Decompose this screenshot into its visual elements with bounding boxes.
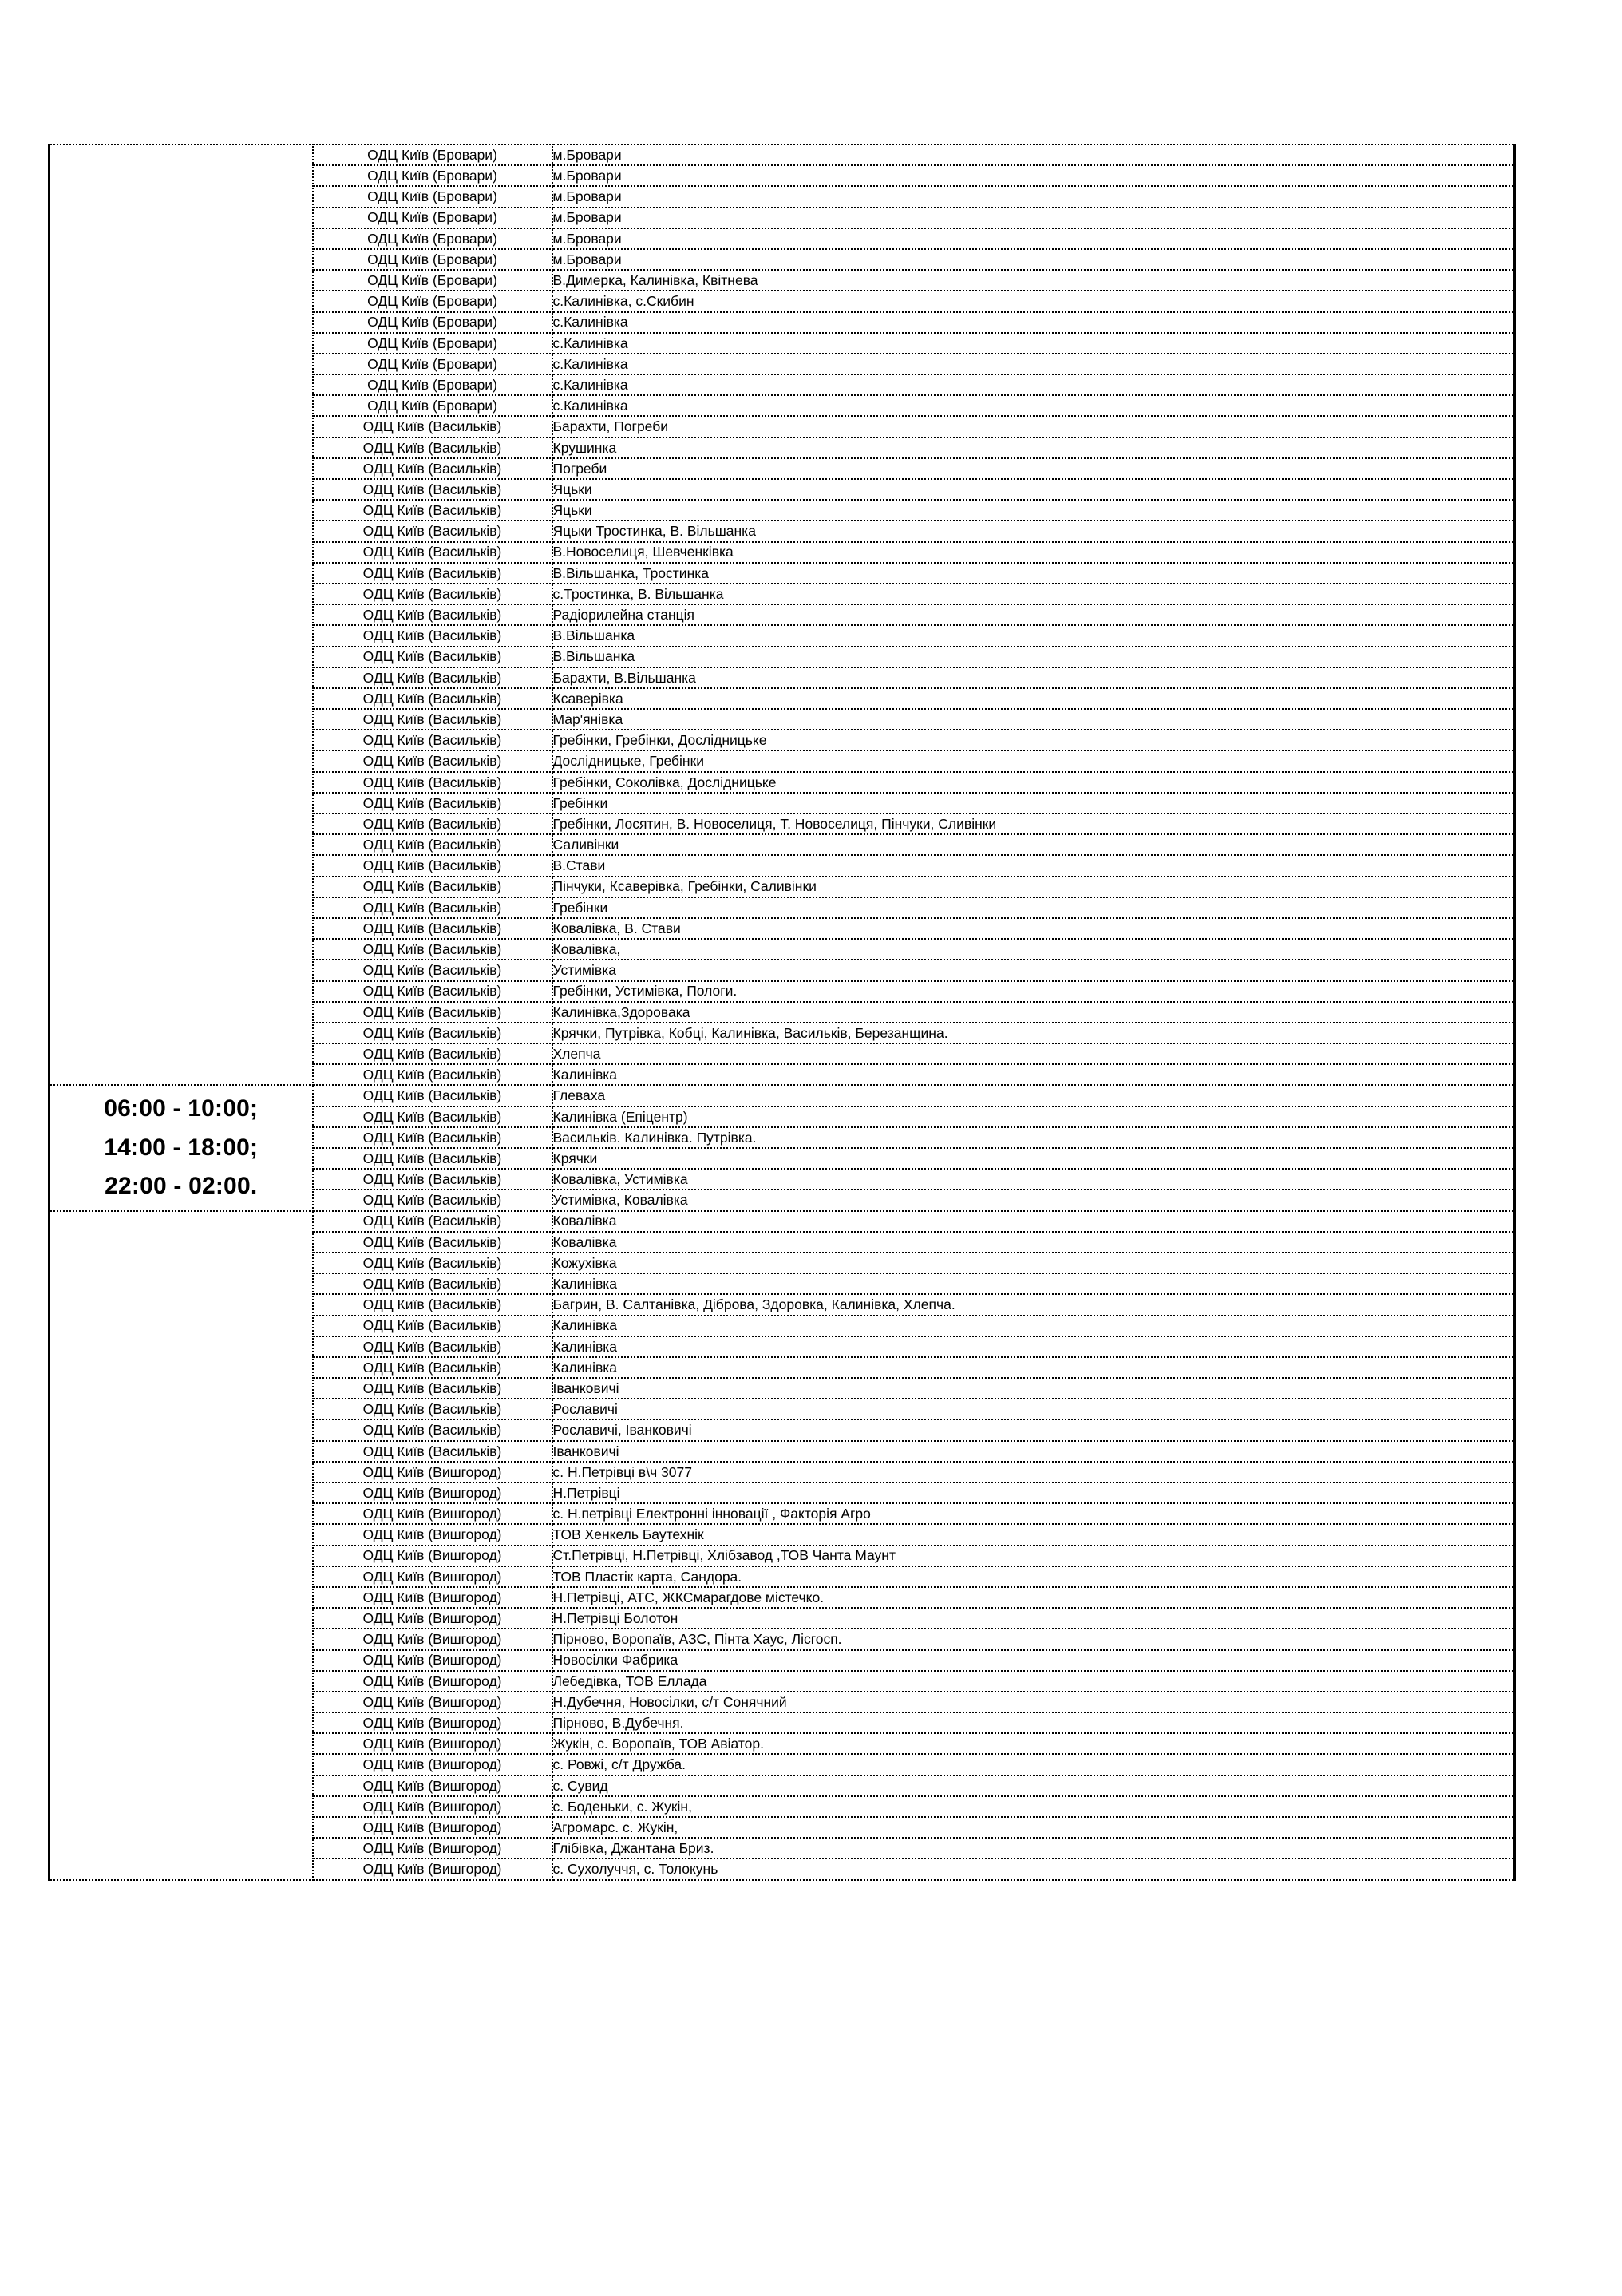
operator-cell: ОДЦ Київ (Васильків) xyxy=(313,1294,552,1315)
operator-cell: ОДЦ Київ (Вишгород) xyxy=(313,1733,552,1754)
places-cell: Пірново, Воропаїв, АЗС, Пінта Хаус, Лісгосп. xyxy=(552,1629,1515,1649)
places-cell: Н.Дубечня, Новосілки, с/т Сонячний xyxy=(552,1692,1515,1712)
operator-cell: ОДЦ Київ (Бровари) xyxy=(313,312,552,333)
table-row xyxy=(49,1085,1515,1106)
operator-cell: ОДЦ Київ (Васильків) xyxy=(313,1399,552,1419)
operator-cell: ОДЦ Київ (Васильків) xyxy=(313,500,552,521)
places-cell: Ковалівка xyxy=(552,1211,1515,1232)
operator-cell: ОДЦ Київ (Васильків) xyxy=(313,1441,552,1462)
places-cell: Устимівка xyxy=(552,960,1515,980)
places-cell: Ксаверівка xyxy=(552,688,1515,709)
outage-schedule-table xyxy=(48,144,1516,1881)
places-cell: Крушинка xyxy=(552,437,1515,458)
places-cell: с.Калинівка xyxy=(552,354,1515,374)
operator-cell: ОДЦ Київ (Бровари) xyxy=(313,374,552,395)
places-cell: Гребінки, Соколівка, Дослідницьке xyxy=(552,772,1515,793)
places-cell: Яцьки Тростинка, В. Вільшанка xyxy=(552,521,1515,541)
operator-cell: ОДЦ Київ (Вишгород) xyxy=(313,1796,552,1817)
operator-cell: ОДЦ Київ (Васильків) xyxy=(313,1336,552,1357)
places-cell: В.Вільшанка xyxy=(552,625,1515,646)
places-cell: Н.Петрівці xyxy=(552,1483,1515,1503)
places-cell: Саливінки xyxy=(552,834,1515,855)
places-cell: Дослідницьке, Гребінки xyxy=(552,750,1515,771)
places-cell: Кожухівка xyxy=(552,1253,1515,1273)
operator-cell: ОДЦ Київ (Бровари) xyxy=(313,144,552,165)
operator-cell: ОДЦ Київ (Васильків) xyxy=(313,1357,552,1378)
operator-cell: ОДЦ Київ (Васильків) xyxy=(313,1127,552,1148)
operator-cell: ОДЦ Київ (Васильків) xyxy=(313,1190,552,1210)
places-cell: с.Калинівка xyxy=(552,312,1515,333)
places-cell: с. Н.Петрівці в\ч 3077 xyxy=(552,1462,1515,1483)
operator-cell: ОДЦ Київ (Вишгород) xyxy=(313,1692,552,1712)
places-cell: м.Бровари xyxy=(552,249,1515,270)
schedule-time-cell-empty xyxy=(49,144,313,1085)
operator-cell: ОДЦ Київ (Васильків) xyxy=(313,1064,552,1085)
places-cell: В.Новоселиця, Шевченківка xyxy=(552,542,1515,563)
places-cell: с.Калинівка xyxy=(552,374,1515,395)
operator-cell: ОДЦ Київ (Вишгород) xyxy=(313,1838,552,1859)
schedule-time-line-3: 22:00 - 02:00. xyxy=(105,1173,258,1200)
operator-cell: ОДЦ Київ (Бровари) xyxy=(313,249,552,270)
places-cell: Глібівка, Джантана Бриз. xyxy=(552,1838,1515,1859)
places-cell: Жукін, с. Воропаїв, ТОВ Авіатор. xyxy=(552,1733,1515,1754)
operator-cell: ОДЦ Київ (Васильків) xyxy=(313,667,552,688)
operator-cell: ОДЦ Київ (Васильків) xyxy=(313,437,552,458)
places-cell: с.Калинівка xyxy=(552,395,1515,416)
operator-cell: ОДЦ Київ (Вишгород) xyxy=(313,1546,552,1566)
places-cell: ТОВ Хенкель Баутехнік xyxy=(552,1524,1515,1545)
schedule-time-line-2: 14:00 - 18:00; xyxy=(104,1134,259,1161)
places-cell: Н.Петрівці Болотон xyxy=(552,1608,1515,1629)
operator-cell: ОДЦ Київ (Бровари) xyxy=(313,333,552,354)
places-cell: В.Стави xyxy=(552,855,1515,876)
places-cell: Ковалівка, xyxy=(552,939,1515,960)
places-cell: Новосілки Фабрика xyxy=(552,1650,1515,1671)
operator-cell: ОДЦ Київ (Вишгород) xyxy=(313,1483,552,1503)
places-cell: с. Ровжі, с/т Дружба. xyxy=(552,1754,1515,1775)
places-cell: Барахти, В.Вільшанка xyxy=(552,667,1515,688)
places-cell: с. Н.петрівці Електронні інновації , Факторія Агро xyxy=(552,1503,1515,1524)
places-cell: Рославичі, Іванковичі xyxy=(552,1419,1515,1440)
operator-cell: ОДЦ Київ (Васильків) xyxy=(313,1002,552,1023)
places-cell: с. Сухолуччя, с. Толокунь xyxy=(552,1859,1515,1879)
places-cell: с.Калинівка xyxy=(552,333,1515,354)
places-cell: Гребінки xyxy=(552,897,1515,918)
operator-cell: ОДЦ Київ (Васильків) xyxy=(313,793,552,813)
operator-cell: ОДЦ Київ (Васильків) xyxy=(313,981,552,1002)
places-cell: Пінчуки, Ксаверівка, Гребінки, Саливінки xyxy=(552,877,1515,897)
table-row xyxy=(49,144,1515,165)
places-cell: Рославичі xyxy=(552,1399,1515,1419)
places-cell: м.Бровари xyxy=(552,165,1515,186)
places-cell: Гребінки, Лосятин, В. Новоселиця, Т. Новоселиця, Пінчуки, Сливінки xyxy=(552,813,1515,834)
operator-cell: ОДЦ Київ (Вишгород) xyxy=(313,1587,552,1608)
operator-cell: ОДЦ Київ (Бровари) xyxy=(313,228,552,249)
operator-cell: ОДЦ Київ (Васильків) xyxy=(313,563,552,584)
operator-cell: ОДЦ Київ (Вишгород) xyxy=(313,1671,552,1692)
places-cell: м.Бровари xyxy=(552,144,1515,165)
places-cell: Глеваха xyxy=(552,1085,1515,1106)
places-cell: Агромарс. с. Жукін, xyxy=(552,1817,1515,1838)
places-cell: м.Бровари xyxy=(552,228,1515,249)
places-cell: Яцьки xyxy=(552,500,1515,521)
operator-cell: ОДЦ Київ (Васильків) xyxy=(313,416,552,437)
places-cell: Калинівка (Епіцентр) xyxy=(552,1106,1515,1127)
places-cell: с. Сувид xyxy=(552,1775,1515,1796)
operator-cell: ОДЦ Київ (Вишгород) xyxy=(313,1859,552,1879)
operator-cell: ОДЦ Київ (Бровари) xyxy=(313,165,552,186)
places-cell: Ковалівка xyxy=(552,1232,1515,1253)
places-cell: с.Калинівка, с.Скибин xyxy=(552,291,1515,311)
places-cell: Лебедівка, ТОВ Еллада xyxy=(552,1671,1515,1692)
operator-cell: ОДЦ Київ (Вишгород) xyxy=(313,1503,552,1524)
places-cell: Калинівка xyxy=(552,1273,1515,1294)
operator-cell: ОДЦ Київ (Васильків) xyxy=(313,542,552,563)
places-cell: Барахти, Погреби xyxy=(552,416,1515,437)
operator-cell: ОДЦ Київ (Васильків) xyxy=(313,877,552,897)
places-cell: с.Тростинка, В. Вільшанка xyxy=(552,584,1515,604)
places-cell: В.Димерка, Калинівка, Квітнева xyxy=(552,270,1515,291)
operator-cell: ОДЦ Київ (Васильків) xyxy=(313,834,552,855)
operator-cell: ОДЦ Київ (Вишгород) xyxy=(313,1462,552,1483)
places-cell: Калинівка xyxy=(552,1316,1515,1336)
places-cell: Ковалівка, В. Стави xyxy=(552,918,1515,939)
places-cell: Іванковичі xyxy=(552,1378,1515,1399)
table-row xyxy=(49,1211,1515,1232)
places-cell: Калинівка xyxy=(552,1064,1515,1085)
operator-cell: ОДЦ Київ (Васильків) xyxy=(313,1148,552,1169)
operator-cell: ОДЦ Київ (Васильків) xyxy=(313,813,552,834)
places-cell: м.Бровари xyxy=(552,208,1515,228)
operator-cell: ОДЦ Київ (Бровари) xyxy=(313,186,552,207)
operator-cell: ОДЦ Київ (Вишгород) xyxy=(313,1775,552,1796)
operator-cell: ОДЦ Київ (Васильків) xyxy=(313,521,552,541)
operator-cell: ОДЦ Київ (Васильків) xyxy=(313,960,552,980)
operator-cell: ОДЦ Київ (Бровари) xyxy=(313,208,552,228)
operator-cell: ОДЦ Київ (Васильків) xyxy=(313,1253,552,1273)
operator-cell: ОДЦ Київ (Васильків) xyxy=(313,939,552,960)
places-cell: В.Вільшанка xyxy=(552,647,1515,667)
operator-cell: ОДЦ Київ (Бровари) xyxy=(313,291,552,311)
places-cell: Гребінки, Гребінки, Дослідницьке xyxy=(552,730,1515,750)
places-cell: Хлепча xyxy=(552,1043,1515,1064)
operator-cell: ОДЦ Київ (Вишгород) xyxy=(313,1608,552,1629)
places-cell: Устимівка, Ковалівка xyxy=(552,1190,1515,1210)
places-cell: Багрин, В. Салтанівка, Діброва, Здоровка, Калинівка, Хлепча. xyxy=(552,1294,1515,1315)
places-cell: Васильків. Калинівка. Путрівка. xyxy=(552,1127,1515,1148)
operator-cell: ОДЦ Київ (Васильків) xyxy=(313,1378,552,1399)
operator-cell: ОДЦ Київ (Васильків) xyxy=(313,479,552,500)
operator-cell: ОДЦ Київ (Васильків) xyxy=(313,1023,552,1043)
places-cell: Крячки xyxy=(552,1148,1515,1169)
operator-cell: ОДЦ Київ (Васильків) xyxy=(313,1085,552,1106)
places-cell: Калинівка xyxy=(552,1336,1515,1357)
schedule-time-cell xyxy=(49,1085,313,1210)
operator-cell: ОДЦ Київ (Васильків) xyxy=(313,458,552,479)
operator-cell: ОДЦ Київ (Васильків) xyxy=(313,855,552,876)
places-cell: с. Боденьки, с. Жукін, xyxy=(552,1796,1515,1817)
places-cell: Калинівка xyxy=(552,1357,1515,1378)
operator-cell: ОДЦ Київ (Васильків) xyxy=(313,1232,552,1253)
operator-cell: ОДЦ Київ (Васильків) xyxy=(313,625,552,646)
operator-cell: ОДЦ Київ (Васильків) xyxy=(313,1211,552,1232)
operator-cell: ОДЦ Київ (Васильків) xyxy=(313,647,552,667)
operator-cell: ОДЦ Київ (Васильків) xyxy=(313,688,552,709)
operator-cell: ОДЦ Київ (Васильків) xyxy=(313,1169,552,1190)
operator-cell: ОДЦ Київ (Васильків) xyxy=(313,604,552,625)
operator-cell: ОДЦ Київ (Бровари) xyxy=(313,354,552,374)
operator-cell: ОДЦ Київ (Васильків) xyxy=(313,730,552,750)
operator-cell: ОДЦ Київ (Вишгород) xyxy=(313,1712,552,1733)
operator-cell: ОДЦ Київ (Васильків) xyxy=(313,1419,552,1440)
places-cell: Мар'янівка xyxy=(552,709,1515,730)
operator-cell: ОДЦ Київ (Бровари) xyxy=(313,395,552,416)
operator-cell: ОДЦ Київ (Вишгород) xyxy=(313,1650,552,1671)
operator-cell: ОДЦ Київ (Васильків) xyxy=(313,1316,552,1336)
places-cell: Радіорилейна станція xyxy=(552,604,1515,625)
operator-cell: ОДЦ Київ (Васильків) xyxy=(313,584,552,604)
places-cell: Пірново, В.Дубечня. xyxy=(552,1712,1515,1733)
schedule-time-cell-empty-lower xyxy=(49,1211,313,1880)
operator-cell: ОДЦ Київ (Васильків) xyxy=(313,1273,552,1294)
operator-cell: ОДЦ Київ (Вишгород) xyxy=(313,1754,552,1775)
places-cell: Ст.Петрівці, Н.Петрівці, Хлібзавод ,ТОВ Чанта Маунт xyxy=(552,1546,1515,1566)
operator-cell: ОДЦ Київ (Васильків) xyxy=(313,1106,552,1127)
places-cell: Гребінки xyxy=(552,793,1515,813)
operator-cell: ОДЦ Київ (Вишгород) xyxy=(313,1629,552,1649)
places-cell: Погреби xyxy=(552,458,1515,479)
operator-cell: ОДЦ Київ (Вишгород) xyxy=(313,1566,552,1587)
operator-cell: ОДЦ Київ (Васильків) xyxy=(313,750,552,771)
places-cell: Гребінки, Устимівка, Пологи. xyxy=(552,981,1515,1002)
operator-cell: ОДЦ Київ (Васильків) xyxy=(313,1043,552,1064)
places-cell: Іванковичі xyxy=(552,1441,1515,1462)
operator-cell: ОДЦ Київ (Вишгород) xyxy=(313,1524,552,1545)
table-body xyxy=(49,144,1515,1880)
operator-cell: ОДЦ Київ (Вишгород) xyxy=(313,1817,552,1838)
operator-cell: ОДЦ Київ (Васильків) xyxy=(313,918,552,939)
places-cell: Ковалівка, Устимівка xyxy=(552,1169,1515,1190)
schedule-time-line-1: 06:00 - 10:00; xyxy=(104,1095,259,1122)
operator-cell: ОДЦ Київ (Васильків) xyxy=(313,709,552,730)
places-cell: м.Бровари xyxy=(552,186,1515,207)
places-cell: ТОВ Пластік карта, Сандора. xyxy=(552,1566,1515,1587)
operator-cell: ОДЦ Київ (Васильків) xyxy=(313,772,552,793)
places-cell: Яцьки xyxy=(552,479,1515,500)
places-cell: Крячки, Путрівка, Кобці, Калинівка, Васильків, Березанщина. xyxy=(552,1023,1515,1043)
places-cell: Калинівка,Здоровака xyxy=(552,1002,1515,1023)
operator-cell: ОДЦ Київ (Бровари) xyxy=(313,270,552,291)
places-cell: В.Вільшанка, Тростинка xyxy=(552,563,1515,584)
places-cell: Н.Петрівці, АТС, ЖКСмарагдове містечко. xyxy=(552,1587,1515,1608)
operator-cell: ОДЦ Київ (Васильків) xyxy=(313,897,552,918)
